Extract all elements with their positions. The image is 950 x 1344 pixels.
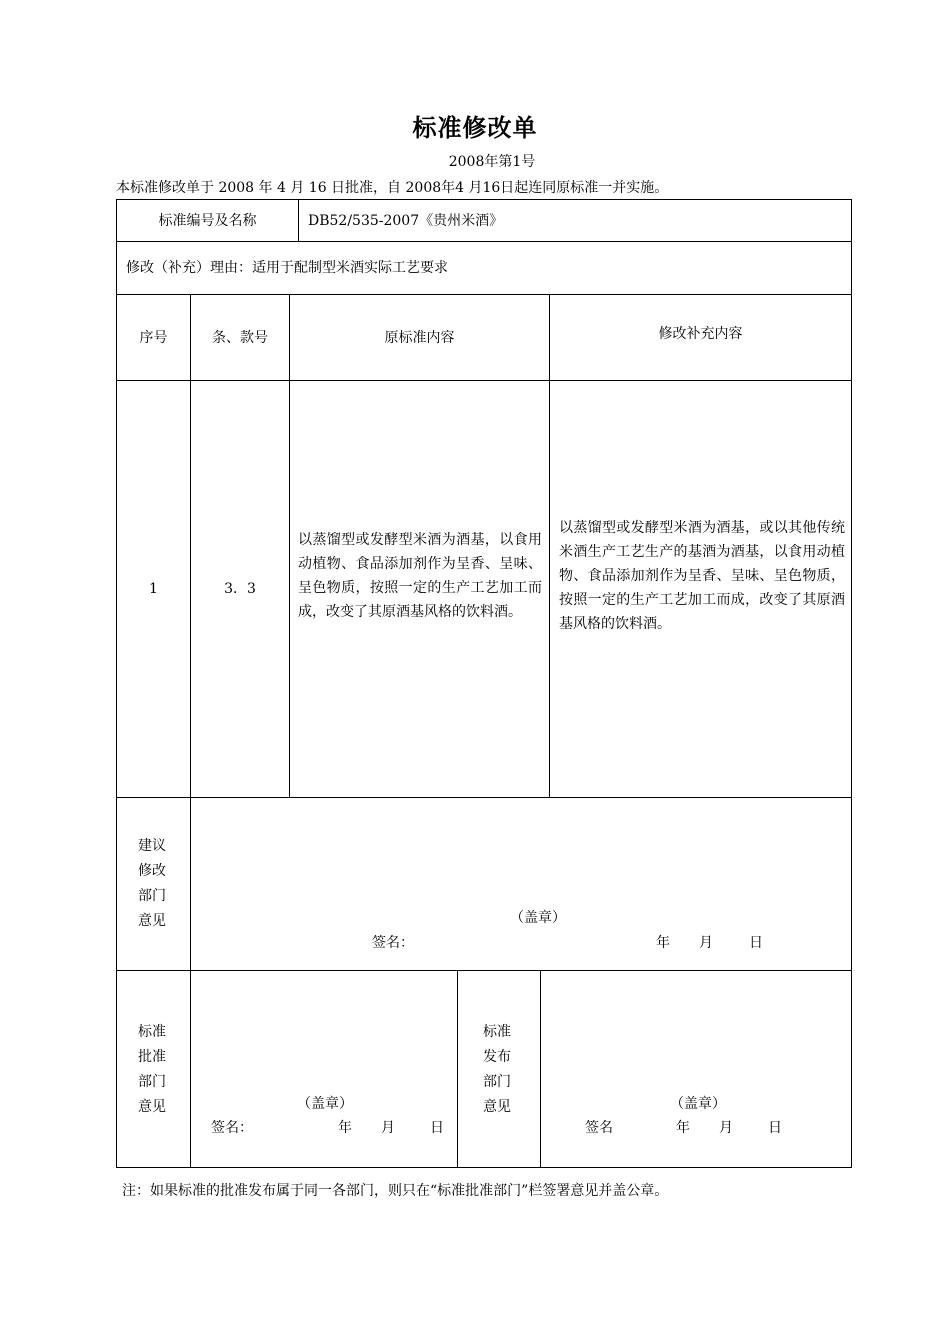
approve-day: 日 — [430, 1120, 444, 1136]
intro-text: 本标准修改单于 2008 年 4 月 16 日批准，自 2008年4 月16日起连同原标准一并实施。 — [116, 180, 669, 196]
suggest-seal: （盖章） — [510, 910, 566, 926]
suggest-sign-label: 签名： — [372, 935, 414, 951]
table-rule — [116, 797, 852, 798]
table-rule — [190, 970, 191, 1167]
revision-reason: 修改（补充）理由：适用于配制型米酒实际工艺要求 — [126, 260, 448, 276]
table-rule — [540, 970, 541, 1167]
row-revised-content: 以蒸馏型或发酵型米酒为酒基，或以其他传统米酒生产工艺生产的基酒为酒基，以食用动植物、食品添加剂作为呈香、呈味、呈色物质，按照一定的生产工艺加工而成，改变了其原酒基风格的饮料酒。 — [559, 520, 845, 632]
table-rule — [116, 970, 852, 971]
table-border-bottom — [116, 1167, 852, 1168]
approve-year: 年 — [338, 1120, 352, 1136]
suggest-month: 月 — [699, 935, 713, 951]
header-revised: 修改补充内容 — [658, 326, 743, 342]
approve-sign-label: 签名： — [211, 1120, 253, 1136]
standard-value: DB52/535-2007《贵州米酒》 — [308, 212, 504, 229]
publish-month: 月 — [719, 1120, 733, 1136]
header-original: 原标准内容 — [384, 329, 455, 346]
approve-seal: （盖章） — [297, 1096, 353, 1112]
footnote: 注：如果标准的批准发布属于同一各部门，则只在“标准批准部门”栏签署意见并盖公章。 — [122, 1183, 669, 1199]
issue-number: 2008年第1号 — [448, 154, 536, 170]
row-clause: 3．3 — [224, 581, 256, 597]
header-seq: 序号 — [139, 329, 168, 346]
table-rule — [298, 199, 299, 241]
publish-seal: （盖章） — [670, 1096, 726, 1112]
publish-sign-label: 签名 — [585, 1120, 613, 1136]
publish-year: 年 — [676, 1120, 690, 1136]
header-clause: 条、款号 — [212, 329, 268, 346]
standard-label: 标准编号及名称 — [158, 212, 257, 229]
table-border-right — [851, 199, 852, 1168]
page-title: 标准修改单 — [412, 114, 538, 142]
publish-day: 日 — [768, 1120, 782, 1136]
publish-dept-label: 标准发布部门意见 — [483, 1024, 511, 1115]
table-rule — [190, 797, 191, 970]
suggest-day: 日 — [749, 935, 763, 951]
approve-month: 月 — [381, 1120, 395, 1136]
row-original-content: 以蒸馏型或发酵型米酒为酒基，以食用动植物、食品添加剂作为呈香、呈味、呈色物质，按照一定的生产工艺加工而成，改变了其原酒基风格的饮料酒。 — [298, 532, 542, 620]
suggest-year: 年 — [656, 935, 670, 951]
table-rule — [457, 970, 458, 1167]
row-seq: 1 — [149, 581, 158, 597]
suggest-dept-label: 建议修改部门意见 — [138, 838, 166, 929]
approve-dept-label: 标准批准部门意见 — [138, 1024, 166, 1115]
